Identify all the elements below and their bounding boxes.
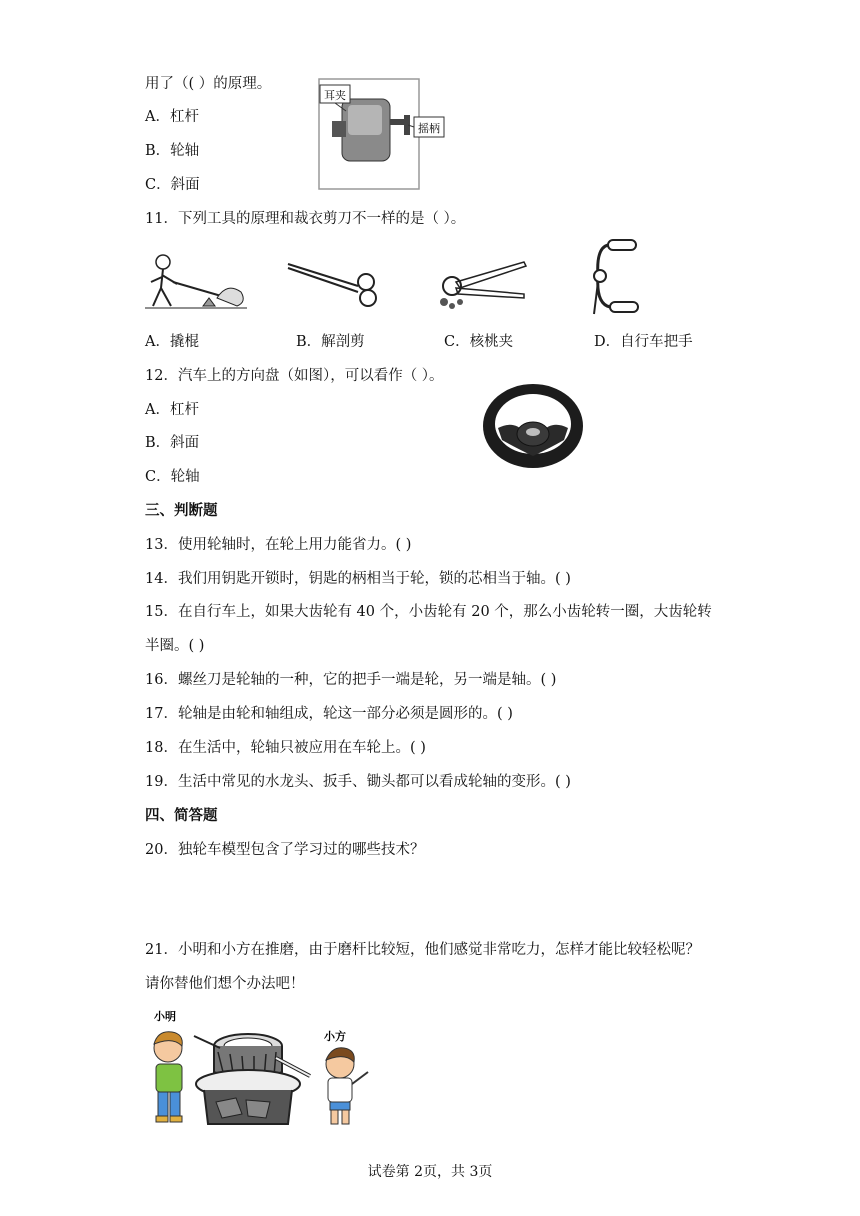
xiaofang-label: 小方 [324,1030,346,1043]
q12-stem: 12．汽车上的方向盘（如图），可以看作（ ）。 [145,368,444,384]
ear-clip-label: 耳夹 [324,89,346,102]
section-4-title: 四、简答题 [145,807,218,824]
q20: 20．独轮车模型包含了学习过的哪些技术？ [145,842,425,858]
q12-option-b[interactable]: B．斜面 [145,435,200,451]
q12-option-c[interactable]: C．轮轴 [145,469,200,485]
q12-option-a[interactable]: A．杠杆 [145,402,199,418]
q14: 14．我们用钥匙开锁时，钥匙的柄相当于轮，锁的芯相当于轴。( ) [145,571,571,587]
q15-line1: 15．在自行车上，如果大齿轮有 40 个，小齿轮有 20 个，那么小齿轮转一圈，大齿轮转 [145,604,712,620]
q10-option-b[interactable]: B．轮轴 [145,143,200,159]
q11-option-c[interactable]: C．核桃夹 [444,334,514,350]
q17: 17．轮轴是由轮和轴组成，轮这一部分必须是圆形的。( ) [145,706,513,722]
crowbar-figure [143,250,248,318]
page-footer: 试卷第 2页，共 3页 [367,1164,493,1180]
q11-option-b[interactable]: B．解剖剪 [296,334,365,350]
q21-line2: 请你替他们想个办法吧！ [145,976,305,992]
q11-stem: 11．下列工具的原理和裁衣剪刀不一样的是（ ）。 [145,211,466,227]
pencil-sharpener-figure [316,77,448,193]
q10-stem-tail: 用了（( ）的原理。 [145,76,272,92]
dissecting-scissors-figure [286,258,384,308]
nutcracker-figure [434,252,530,312]
section-3-title: 三、判断题 [145,502,218,519]
steering-wheel-figure [480,382,586,472]
millstone-figure [146,1006,378,1134]
crank-handle-label: 摇柄 [418,122,440,135]
q15-line2: 半圈。( ) [145,638,205,654]
q10-option-c[interactable]: C．斜面 [145,177,200,193]
q18: 18．在生活中，轮轴只被应用在车轮上。( ) [145,740,426,756]
q13: 13．使用轮轴时，在轮上用力能省力。( ) [145,537,412,553]
q11-option-a[interactable]: A．撬棍 [145,334,199,350]
q21-line1: 21．小明和小方在推磨，由于磨杆比较短，他们感觉非常吃力，怎样才能比较轻松呢？ [145,942,700,958]
q19: 19．生活中常见的水龙头、扳手、锄头都可以看成轮轴的变形。( ) [145,774,571,790]
bicycle-handlebar-figure [586,238,646,318]
q16: 16．螺丝刀是轮轴的一种，它的把手一端是轮，另一端是轴。( ) [145,672,557,688]
xiaoming-label: 小明 [154,1010,176,1023]
q10-option-a[interactable]: A．杠杆 [145,109,199,125]
q11-option-d[interactable]: D．自行车把手 [594,334,693,350]
